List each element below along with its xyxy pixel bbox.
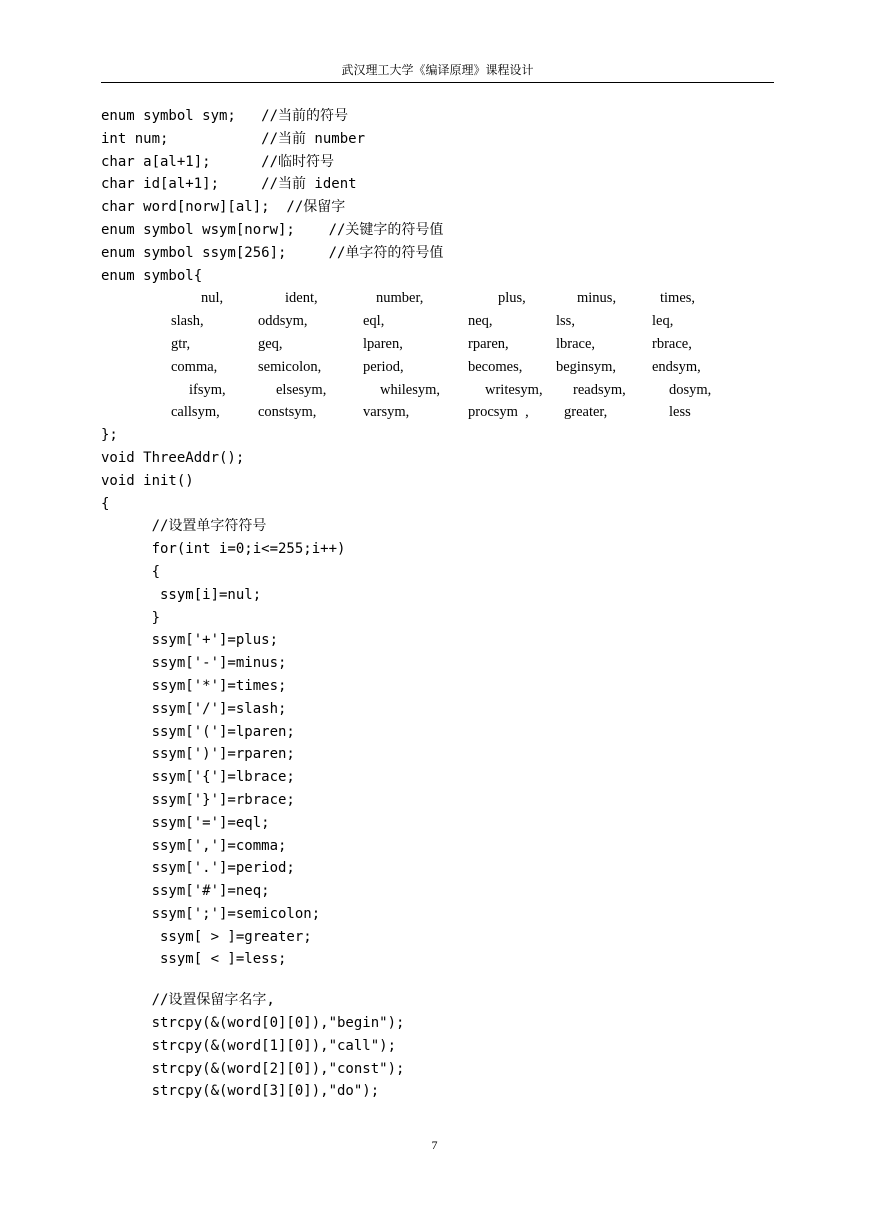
enum-member: leq,	[652, 313, 674, 330]
code-listing	[101, 105, 781, 1103]
enum-member: number,	[376, 290, 424, 307]
enum-member: endsym,	[652, 358, 701, 375]
page-header	[101, 60, 774, 83]
code-line: ssym['=']=eql;	[101, 814, 270, 831]
enum-member: ifsym,	[189, 381, 226, 398]
enum-member: beginsym,	[556, 358, 617, 375]
header-title: 武汉理工大学《编译原理》课程设计	[341, 63, 534, 77]
code-line: ssym['#']=neq;	[101, 883, 270, 900]
code-line: ssym['{']=lbrace;	[101, 769, 295, 786]
enum-member: greater,	[564, 404, 608, 421]
code-line: ssym['(']=lparen;	[101, 723, 295, 740]
code-line: //设置单字符符号	[101, 518, 267, 535]
code-line: };	[101, 427, 118, 444]
code-line: ssym['}']=rbrace;	[101, 791, 295, 808]
code-line: ssym['/']=slash;	[101, 700, 287, 717]
code-line: {	[101, 495, 110, 512]
enum-member: varsym,	[363, 404, 410, 421]
enum-member: semicolon,	[258, 358, 322, 375]
code-line: enum symbol wsym[norw]; //关键字的符号值	[101, 221, 444, 238]
enum-member: geq,	[258, 335, 283, 352]
enum-member: becomes,	[468, 358, 523, 375]
enum-row	[101, 356, 781, 379]
enum-member: callsym,	[171, 404, 220, 421]
code-line: enum symbol sym; //当前的符号	[101, 108, 349, 124]
enum-member: oddsym,	[258, 313, 308, 330]
code-line: char id[al+1]; //当前 ident	[101, 176, 357, 193]
code-line: //设置保留字名字,	[101, 992, 275, 1009]
code-line: enum symbol ssym[256]; //单字符的符号值	[101, 244, 444, 261]
enum-member: constsym,	[258, 404, 317, 421]
code-line: strcpy(&(word[1][0]),"call");	[101, 1037, 397, 1054]
enum-row	[101, 310, 781, 333]
code-line: int num; //当前 number	[101, 130, 366, 147]
enum-member: plus,	[498, 290, 526, 307]
enum-member: gtr,	[171, 335, 191, 352]
enum-row	[101, 401, 781, 424]
enum-member: less	[669, 404, 691, 421]
enum-member: whilesym,	[380, 381, 441, 398]
enum-member: ident,	[285, 290, 318, 307]
enum-member: procsym ,	[468, 404, 529, 421]
code-line: ssym['*']=times;	[101, 677, 287, 694]
code-line: strcpy(&(word[2][0]),"const");	[101, 1060, 405, 1077]
enum-member: neq,	[468, 313, 493, 330]
code-line: {	[101, 563, 161, 580]
enum-member: nul,	[201, 290, 224, 307]
code-line: ssym[i]=nul;	[101, 586, 262, 603]
code-line: for(int i=0;i<=255;i++)	[101, 541, 346, 558]
enum-member: rbrace,	[652, 335, 692, 352]
code-line: ssym[';']=semicolon;	[101, 905, 321, 922]
enum-member: slash,	[171, 313, 204, 330]
enum-member: minus,	[577, 290, 617, 307]
enum-member: lbrace,	[556, 335, 596, 352]
code-line: ssym['+']=plus;	[101, 632, 279, 649]
enum-member: lparen,	[363, 335, 403, 352]
enum-row	[101, 333, 781, 356]
enum-member: readsym,	[573, 381, 626, 398]
code-line: void ThreeAddr();	[101, 449, 245, 466]
code-line: void init()	[101, 472, 194, 489]
code-line: ssym['-']=minus;	[101, 655, 287, 672]
enum-member: times,	[660, 290, 696, 307]
code-line: strcpy(&(word[0][0]),"begin");	[101, 1015, 405, 1032]
enum-member: eql,	[363, 313, 385, 330]
enum-member: period,	[363, 358, 404, 375]
code-line: ssym[ > ]=greater;	[101, 928, 312, 945]
enum-member: lss,	[556, 313, 575, 330]
enum-member: elsesym,	[276, 381, 327, 398]
enum-row	[101, 379, 781, 402]
enum-member: rparen,	[468, 335, 509, 352]
blank-line	[101, 971, 781, 989]
enum-member: dosym,	[669, 381, 712, 398]
code-line: strcpy(&(word[3][0]),"do");	[101, 1083, 380, 1100]
code-line: char word[norw][al]; //保留字	[101, 199, 346, 216]
enum-member: writesym,	[485, 381, 543, 398]
code-line: ssym[ < ]=less;	[101, 951, 287, 968]
code-line: }	[101, 609, 161, 626]
code-line: ssym[',']=comma;	[101, 837, 287, 854]
enum-row	[101, 287, 781, 310]
code-line: ssym['.']=period;	[101, 860, 295, 877]
page-number: 7	[431, 1138, 438, 1152]
code-line: char a[al+1]; //临时符号	[101, 153, 335, 170]
code-line: enum symbol{	[101, 267, 203, 284]
code-line: ssym[')']=rparen;	[101, 746, 295, 763]
enum-member: comma,	[171, 358, 218, 375]
